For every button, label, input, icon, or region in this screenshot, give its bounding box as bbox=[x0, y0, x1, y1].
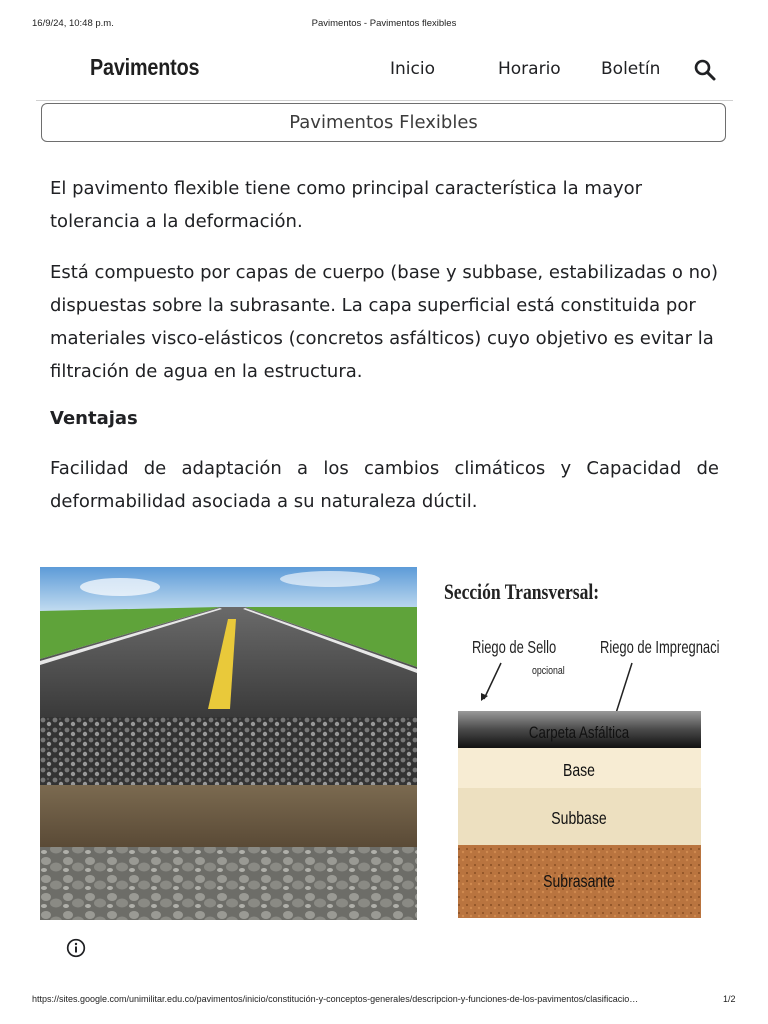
label-subbase: Subbase bbox=[551, 808, 607, 829]
pavement-figure bbox=[40, 567, 730, 921]
label-subrasante: Subrasante bbox=[543, 871, 615, 892]
site-title[interactable]: Pavimentos bbox=[90, 54, 200, 80]
page-title: Pavimentos Flexibles bbox=[41, 103, 726, 142]
heading-ventajas: Ventajas bbox=[50, 408, 138, 429]
nav-boletin[interactable]: Boletín bbox=[601, 59, 661, 79]
print-url: https://sites.google.com/unimilitar.edu.co/pavimentos/inicio/constitución-y-conceptos-generales/descripcion-y-funciones-de-los-pavimentos/clasificacio… bbox=[32, 994, 639, 1004]
label-riego-sello: Riego de Sello bbox=[472, 638, 557, 658]
diagram-title: Sección Transversal: bbox=[444, 580, 600, 605]
print-footer bbox=[0, 994, 768, 1008]
label-carpeta: Carpeta Asfáltica bbox=[528, 723, 630, 743]
paragraph-ventajas: Facilidad de adaptación a los cambios climáticos y Capacidad de deformabilidad asociada a su naturaleza dúctil. bbox=[50, 458, 719, 512]
road-cross-section-photo bbox=[40, 567, 417, 920]
label-opcional: opcional bbox=[532, 665, 565, 678]
search-icon[interactable] bbox=[692, 57, 718, 83]
paragraph-intro: El pavimento flexible tiene como principal característica la mayor tolerancia a la deformación. bbox=[50, 178, 643, 232]
print-date: 16/9/24, 10:48 p.m. bbox=[32, 18, 114, 29]
paragraph-composition: Está compuesto por capas de cuerpo (base y subbase, estabilizadas o no) dispuestas sobre la subrasante. La capa superficial está constituida por materiales visco-elásticos (concretos asfálticos) cuyo objetivo es evitar la filtración de agua en la estructura. bbox=[50, 262, 719, 382]
header-divider bbox=[36, 100, 733, 101]
cross-section-diagram bbox=[417, 567, 730, 921]
nav-horario[interactable]: Horario bbox=[498, 59, 561, 79]
info-icon[interactable] bbox=[66, 938, 86, 958]
print-page-number: 1/2 bbox=[723, 994, 736, 1004]
print-document-title: Pavimentos - Pavimentos flexibles bbox=[311, 18, 457, 29]
label-riego-impregnacion: Riego de Impregnaci bbox=[600, 638, 720, 658]
nav-inicio[interactable]: Inicio bbox=[390, 59, 435, 79]
print-header bbox=[0, 18, 768, 32]
label-base: Base bbox=[563, 760, 595, 781]
